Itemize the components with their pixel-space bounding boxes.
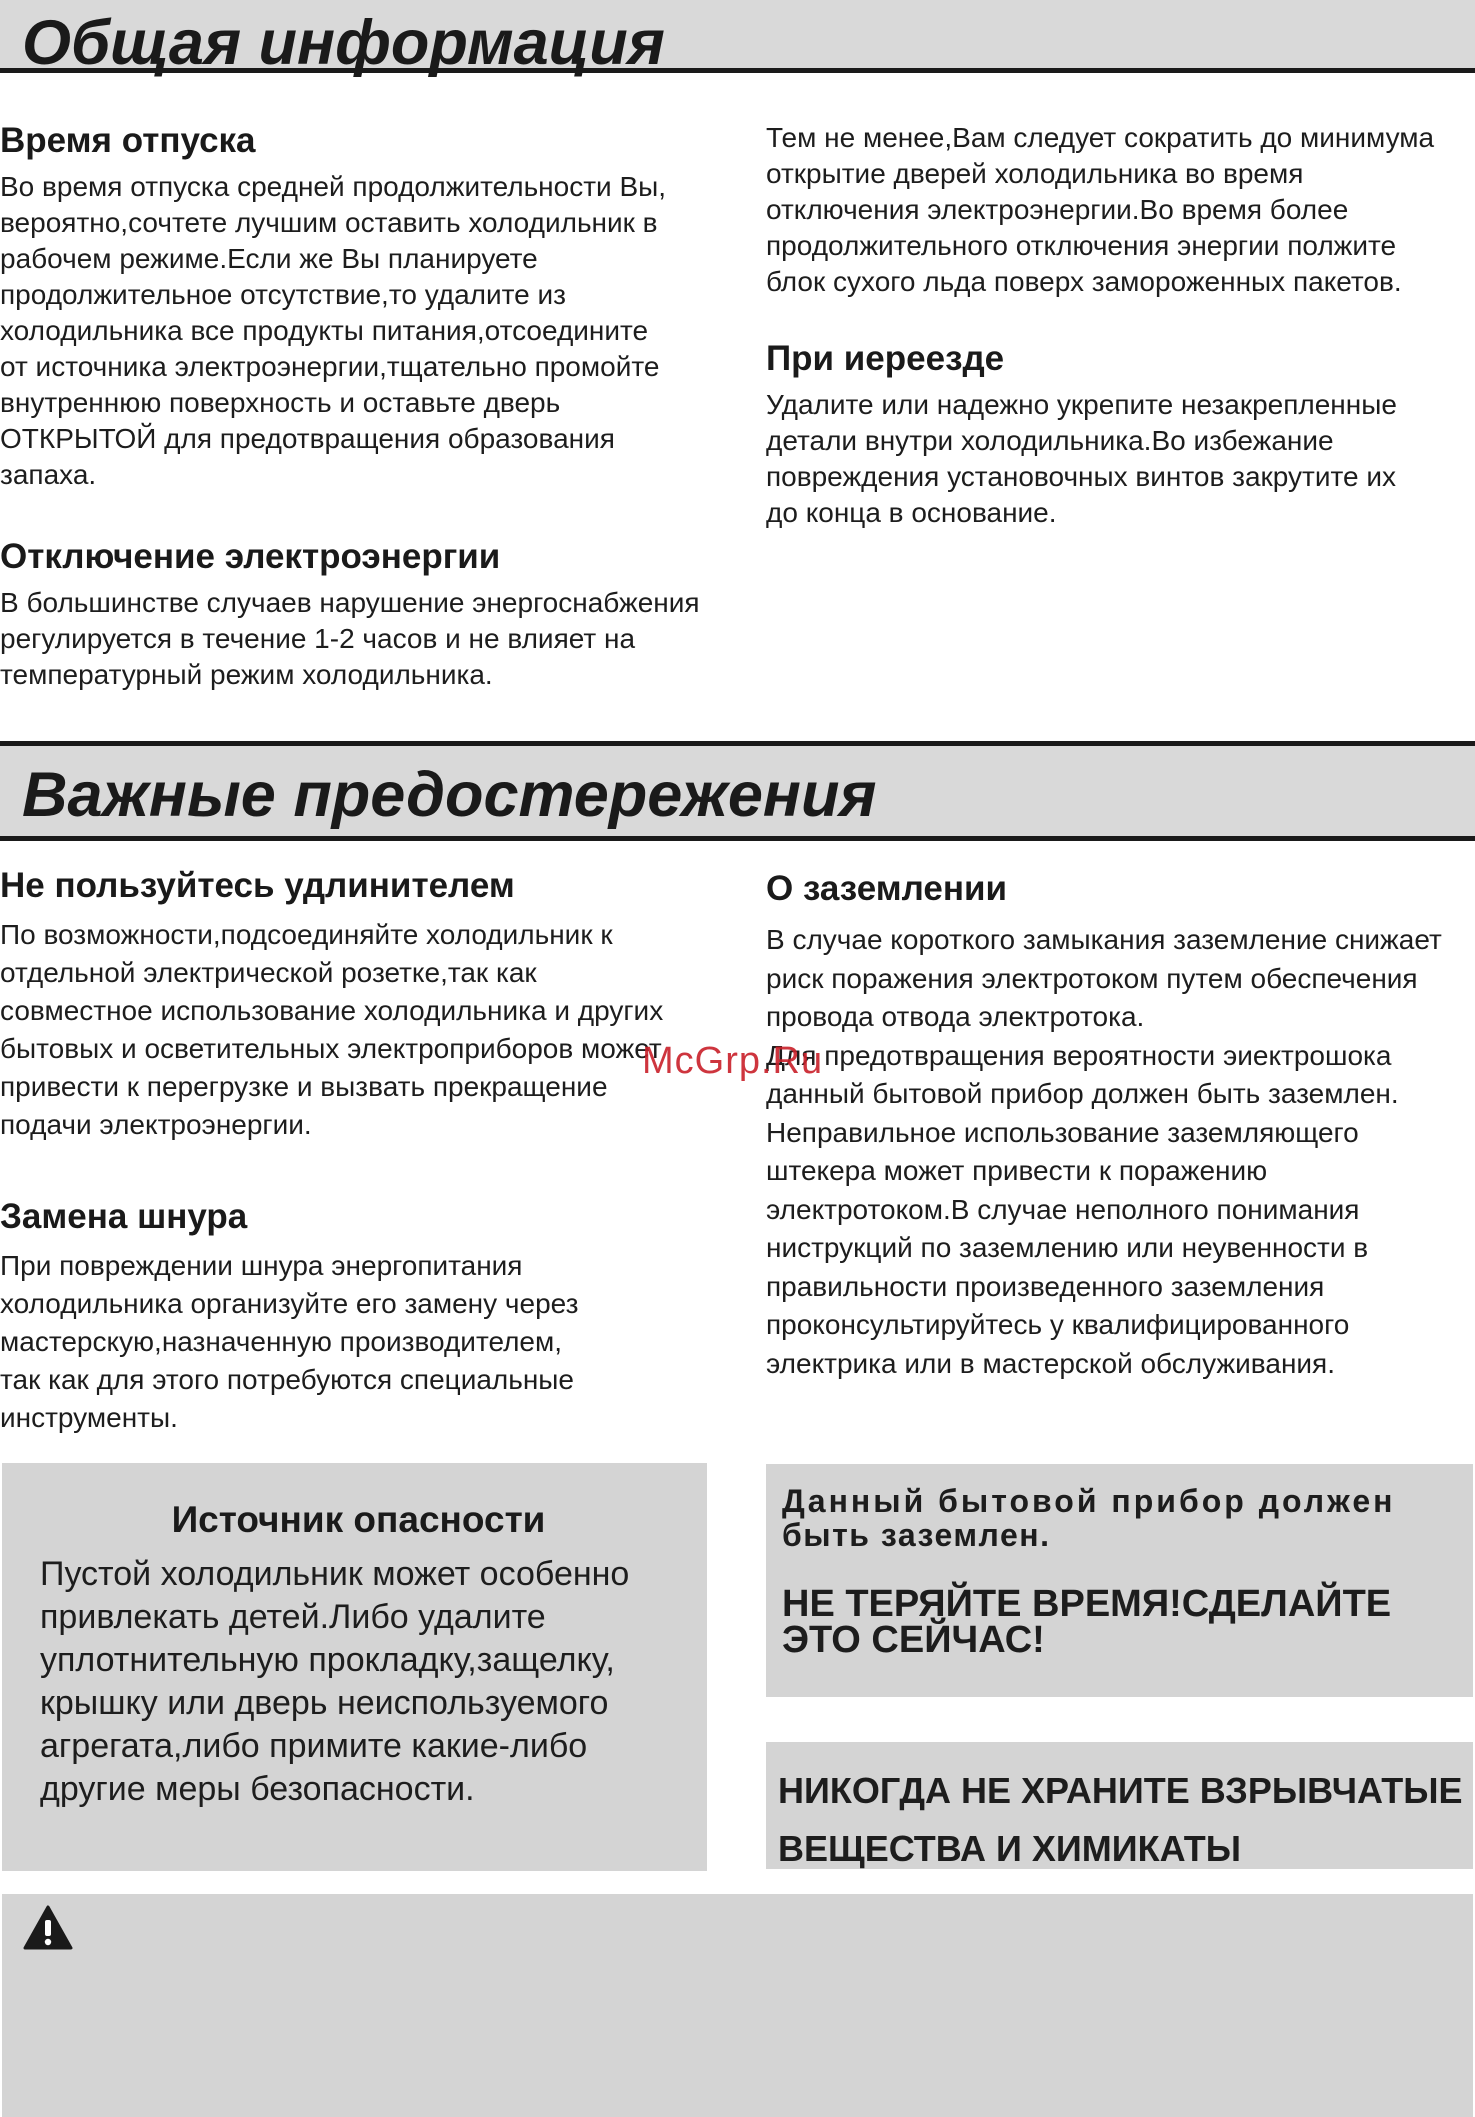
text-line: крышку или дверь неиспользуемого: [40, 1684, 609, 1722]
text-line: повреждения установочных винтов закрутите их: [766, 461, 1396, 493]
text-line: В большинстве случаев нарушение энергоснабжения: [0, 587, 700, 619]
danger-box-heading: Источник опасности: [171, 1499, 546, 1540]
grounding-text: [766, 921, 1475, 1383]
text-line: вероятно,сочтете лучшим оставить холодильник в: [0, 207, 658, 239]
text-line: холодильника все продукты питания,отсоедините: [0, 315, 649, 347]
text-line: При повреждении шнура энергопитания: [0, 1250, 523, 1282]
power-outage-text: [0, 585, 740, 693]
moving-heading: При иереезде: [766, 339, 1005, 378]
text-line: привлекать детей.Либо удалите: [40, 1598, 546, 1636]
section-title: Важные предостережения: [22, 760, 877, 830]
text-line: В случае короткого замыкания заземление снижает: [766, 924, 1442, 956]
section-header-warnings: [0, 741, 1475, 841]
text-line: Тем не менее,Вам следует сократить до минимума: [766, 122, 1435, 153]
extension-section: [0, 866, 740, 1144]
ground-box-callout: НЕ ТЕРЯЙТЕ ВРЕМЯ!СДЕЛАЙТЕ: [782, 1583, 1392, 1625]
text-line: электротоком.В случае неполного понимания: [766, 1193, 1360, 1225]
danger-box-text: [40, 1553, 677, 1811]
text-line: внутреннюю поверхность и оставьте дверь: [0, 387, 561, 419]
text-line: уплотнительную прокладку,защелку,: [40, 1641, 615, 1679]
power-outage-heading: Отключение электроэнергии: [0, 537, 501, 576]
text-line: По возможности,подсоединяйте холодильник к: [0, 919, 613, 951]
text-line: штекера может привести к поражению: [766, 1155, 1268, 1187]
outage-continued-section: [766, 120, 1475, 300]
text-line: блок сухого льда поверх замороженных пакетов.: [766, 266, 1402, 297]
explosives-line: ВЕЩЕСТВА И ХИМИКАТЫ: [778, 1828, 1242, 1869]
text-line: отдельной электрической розетке,так как: [0, 957, 537, 989]
section-header-general: [0, 0, 1475, 78]
warning-triangle-icon: [22, 1904, 74, 1952]
text-line: детали внутри холодильника.Во избежание: [766, 425, 1334, 457]
text-line: привести к перегрузке и вызвать прекращение: [0, 1071, 608, 1103]
text-line: открытие дверей холодильника во время: [766, 158, 1304, 189]
text-line: проконсультируйтесь у квалифицированного: [766, 1309, 1350, 1341]
text-line: агрегата,либо примите какие-либо: [40, 1727, 588, 1765]
grounding-heading: О заземлении: [766, 869, 1008, 908]
ground-now-box: [766, 1464, 1473, 1697]
danger-box: [2, 1463, 707, 1871]
watermark: McGrp.Ru: [642, 1040, 824, 1082]
ground-box-line: быть заземлен.: [782, 1517, 1051, 1553]
text-line: регулируется в течение 1-2 часов и не влияет на: [0, 623, 636, 655]
text-line: Удалите или надежно укрепите незакрепленные: [766, 389, 1397, 421]
text-line: Для предотвращения вероятности эиектрошока: [766, 1039, 1392, 1071]
text-line: отключения электроэнергии.Во время более: [766, 194, 1349, 225]
text-line: подачи электроэнергии.: [0, 1109, 312, 1141]
text-line: холодильника организуйте его замену через: [0, 1288, 579, 1320]
grounding-section: [766, 869, 1475, 1383]
text-line: Неправильное использование заземляющего: [766, 1116, 1359, 1148]
text-line: так как для этого потребуются специальные: [0, 1364, 574, 1396]
text-line: риск поражения электротоком путем обеспечения: [766, 962, 1418, 994]
text-line: от источника электроэнергии,тщательно промойте: [0, 351, 660, 383]
extension-text: [0, 916, 740, 1144]
power-outage-section: [0, 537, 740, 693]
warning-panel: [2, 1894, 1473, 2117]
text-line: Пустой холодильник может особенно: [40, 1555, 630, 1593]
cord-heading: Замена шнура: [0, 1197, 248, 1236]
text-line: запаха.: [0, 459, 97, 491]
text-line: данный бытовой прибор должен быть заземлен.: [766, 1078, 1399, 1110]
vacation-section: [0, 121, 740, 493]
text-line: бытовых и осветительных электроприборов может: [0, 1033, 662, 1065]
text-line: правильности произведенного заземления: [766, 1270, 1325, 1302]
explosives-box: [766, 1742, 1473, 1869]
cord-text: [0, 1247, 740, 1437]
text-line: совместное использование холодильника и других: [0, 995, 664, 1027]
text-line: температурный режим холодильника.: [0, 659, 493, 691]
text-line: ниструкций по заземлению или неувенности в: [766, 1232, 1369, 1264]
section-title: Общая информация: [22, 8, 665, 78]
ground-box-line: Данный бытовой прибор должен: [782, 1483, 1396, 1519]
moving-section: [766, 339, 1475, 531]
moving-text: [766, 387, 1475, 531]
extension-heading: Не пользуйтесь удлинителем: [0, 866, 515, 905]
text-line: электрика или в мастерской обслуживания.: [766, 1347, 1335, 1379]
text-line: Во время отпуска средней продолжительности Вы,: [0, 171, 667, 203]
text-line: ОТКРЫТОЙ для предотвращения образования: [0, 423, 615, 455]
text-line: мастерскую,назначенную производителем,: [0, 1326, 563, 1358]
cord-section: [0, 1197, 740, 1437]
text-line: инструменты.: [0, 1402, 178, 1434]
text-line: до конца в основание.: [766, 497, 1057, 529]
text-line: рабочем режиме.Если же Вы планируете: [0, 243, 538, 275]
text-line: продолжительного отключения энергии полжите: [766, 230, 1397, 261]
text-line: провода отвода электротока.: [766, 1001, 1145, 1033]
text-line: другие меры безопасности.: [40, 1770, 475, 1808]
text-line: продолжительное отсутствие,то удалите из: [0, 279, 566, 311]
explosives-line: НИКОГДА НЕ ХРАНИТЕ ВЗРЫВЧАТЫЕ: [778, 1770, 1463, 1811]
vacation-text: [0, 169, 740, 493]
ground-box-callout: ЭТО СЕЙЧАС!: [782, 1619, 1045, 1661]
outage-continued-text: [766, 120, 1475, 300]
vacation-heading: Время отпуска: [0, 121, 256, 160]
